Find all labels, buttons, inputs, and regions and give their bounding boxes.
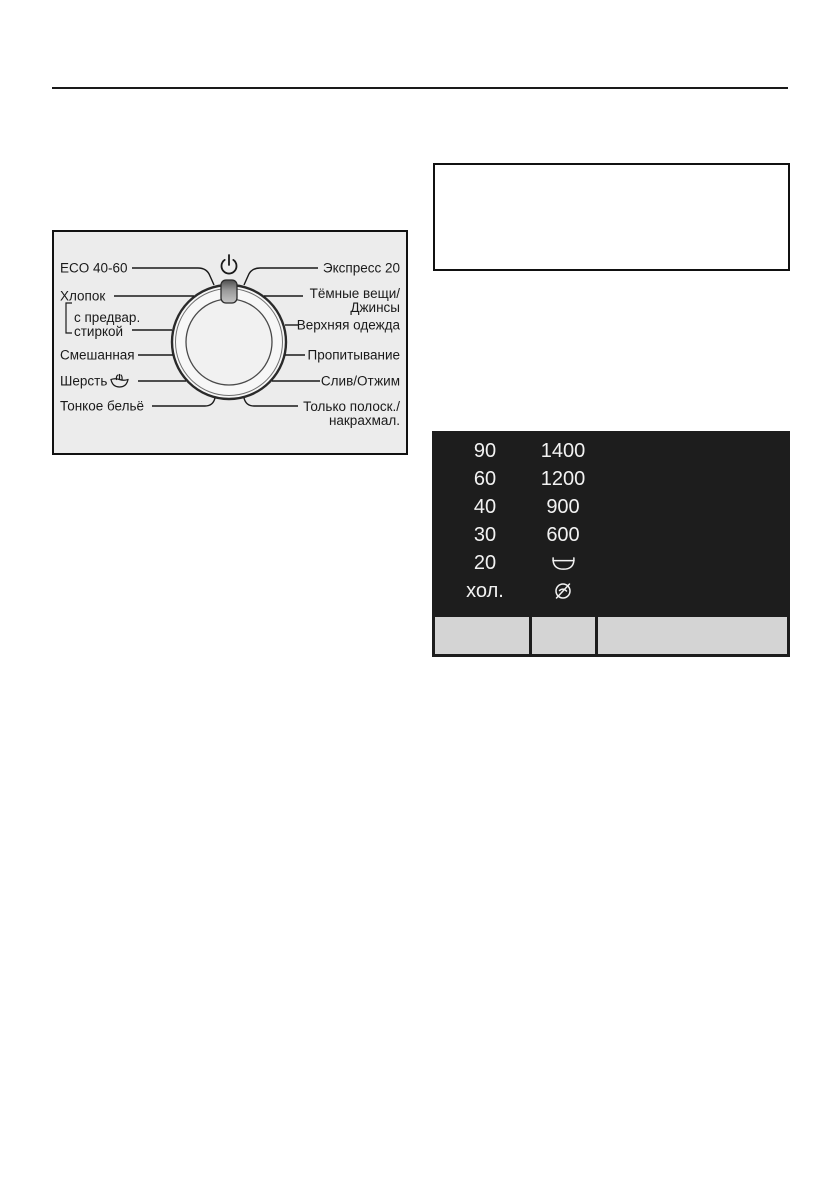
temperature-value: 90 [473,439,497,462]
temperature-value: 20 [473,551,497,574]
no-spin-icon-cell [526,580,600,603]
header-rule [52,87,788,89]
program-label-delicates: Тонкое бельё [60,398,145,414]
program-label-eco: ECO 40-60 [60,260,128,276]
program-label-outerwear: Верхняя одежда [296,317,400,333]
program-dial-diagram [52,230,408,455]
program-label-impregnation: Пропитывание [307,347,400,363]
spin-speed-value: 900 [546,495,580,518]
note-box [433,163,790,271]
program-label-prewash-line2: стиркой [74,323,124,339]
panel-row [432,493,600,521]
program-label-wool-text: Шерсть [60,373,108,389]
temperature-value: 30 [473,523,497,546]
spin-speed-value: 600 [546,523,580,546]
rinse-hold-icon-cell [526,552,600,575]
panel-footer-cell [435,617,529,654]
rinse-hold-icon [550,555,577,572]
program-label-mixed: Смешанная [60,347,135,363]
panel-footer-cell [598,617,787,654]
temperature-value: 60 [473,467,497,490]
program-label-wool [60,374,129,389]
panel-row [432,465,600,493]
panel-row [432,521,600,549]
panel-row [432,577,600,605]
program-label-darks-line1: Тёмные вещи/ [309,286,400,301]
program-label-prewash-line1: с предвар. [74,310,141,325]
program-label-rinse-starch [303,400,400,427]
no-spin-icon [553,581,573,601]
program-label-prewash [74,311,140,338]
dial-knob [221,280,237,303]
panel-footer-cell [532,617,595,654]
display-panel [432,431,790,657]
spin-speed-value: 1400 [540,439,586,462]
program-label-darks-jeans [310,287,400,314]
panel-row [432,549,600,577]
program-label-express: Экспресс 20 [322,260,400,276]
program-label-drain-spin: Слив/Отжим [320,373,400,389]
spin-speed-value: 1200 [540,467,586,490]
panel-row [432,437,600,465]
temperature-value: хол. [466,579,504,602]
program-label-cotton: Хлопок [60,288,106,304]
power-standby-icon [222,255,237,274]
program-label-darks-line2: Джинсы [350,299,400,315]
panel-value-rows [432,437,600,605]
temperature-value: 40 [473,495,497,518]
handwash-icon [110,374,129,389]
program-label-rinse-line1: Только полоск./ [303,399,400,414]
program-label-rinse-line2: накрахмал. [328,412,400,428]
